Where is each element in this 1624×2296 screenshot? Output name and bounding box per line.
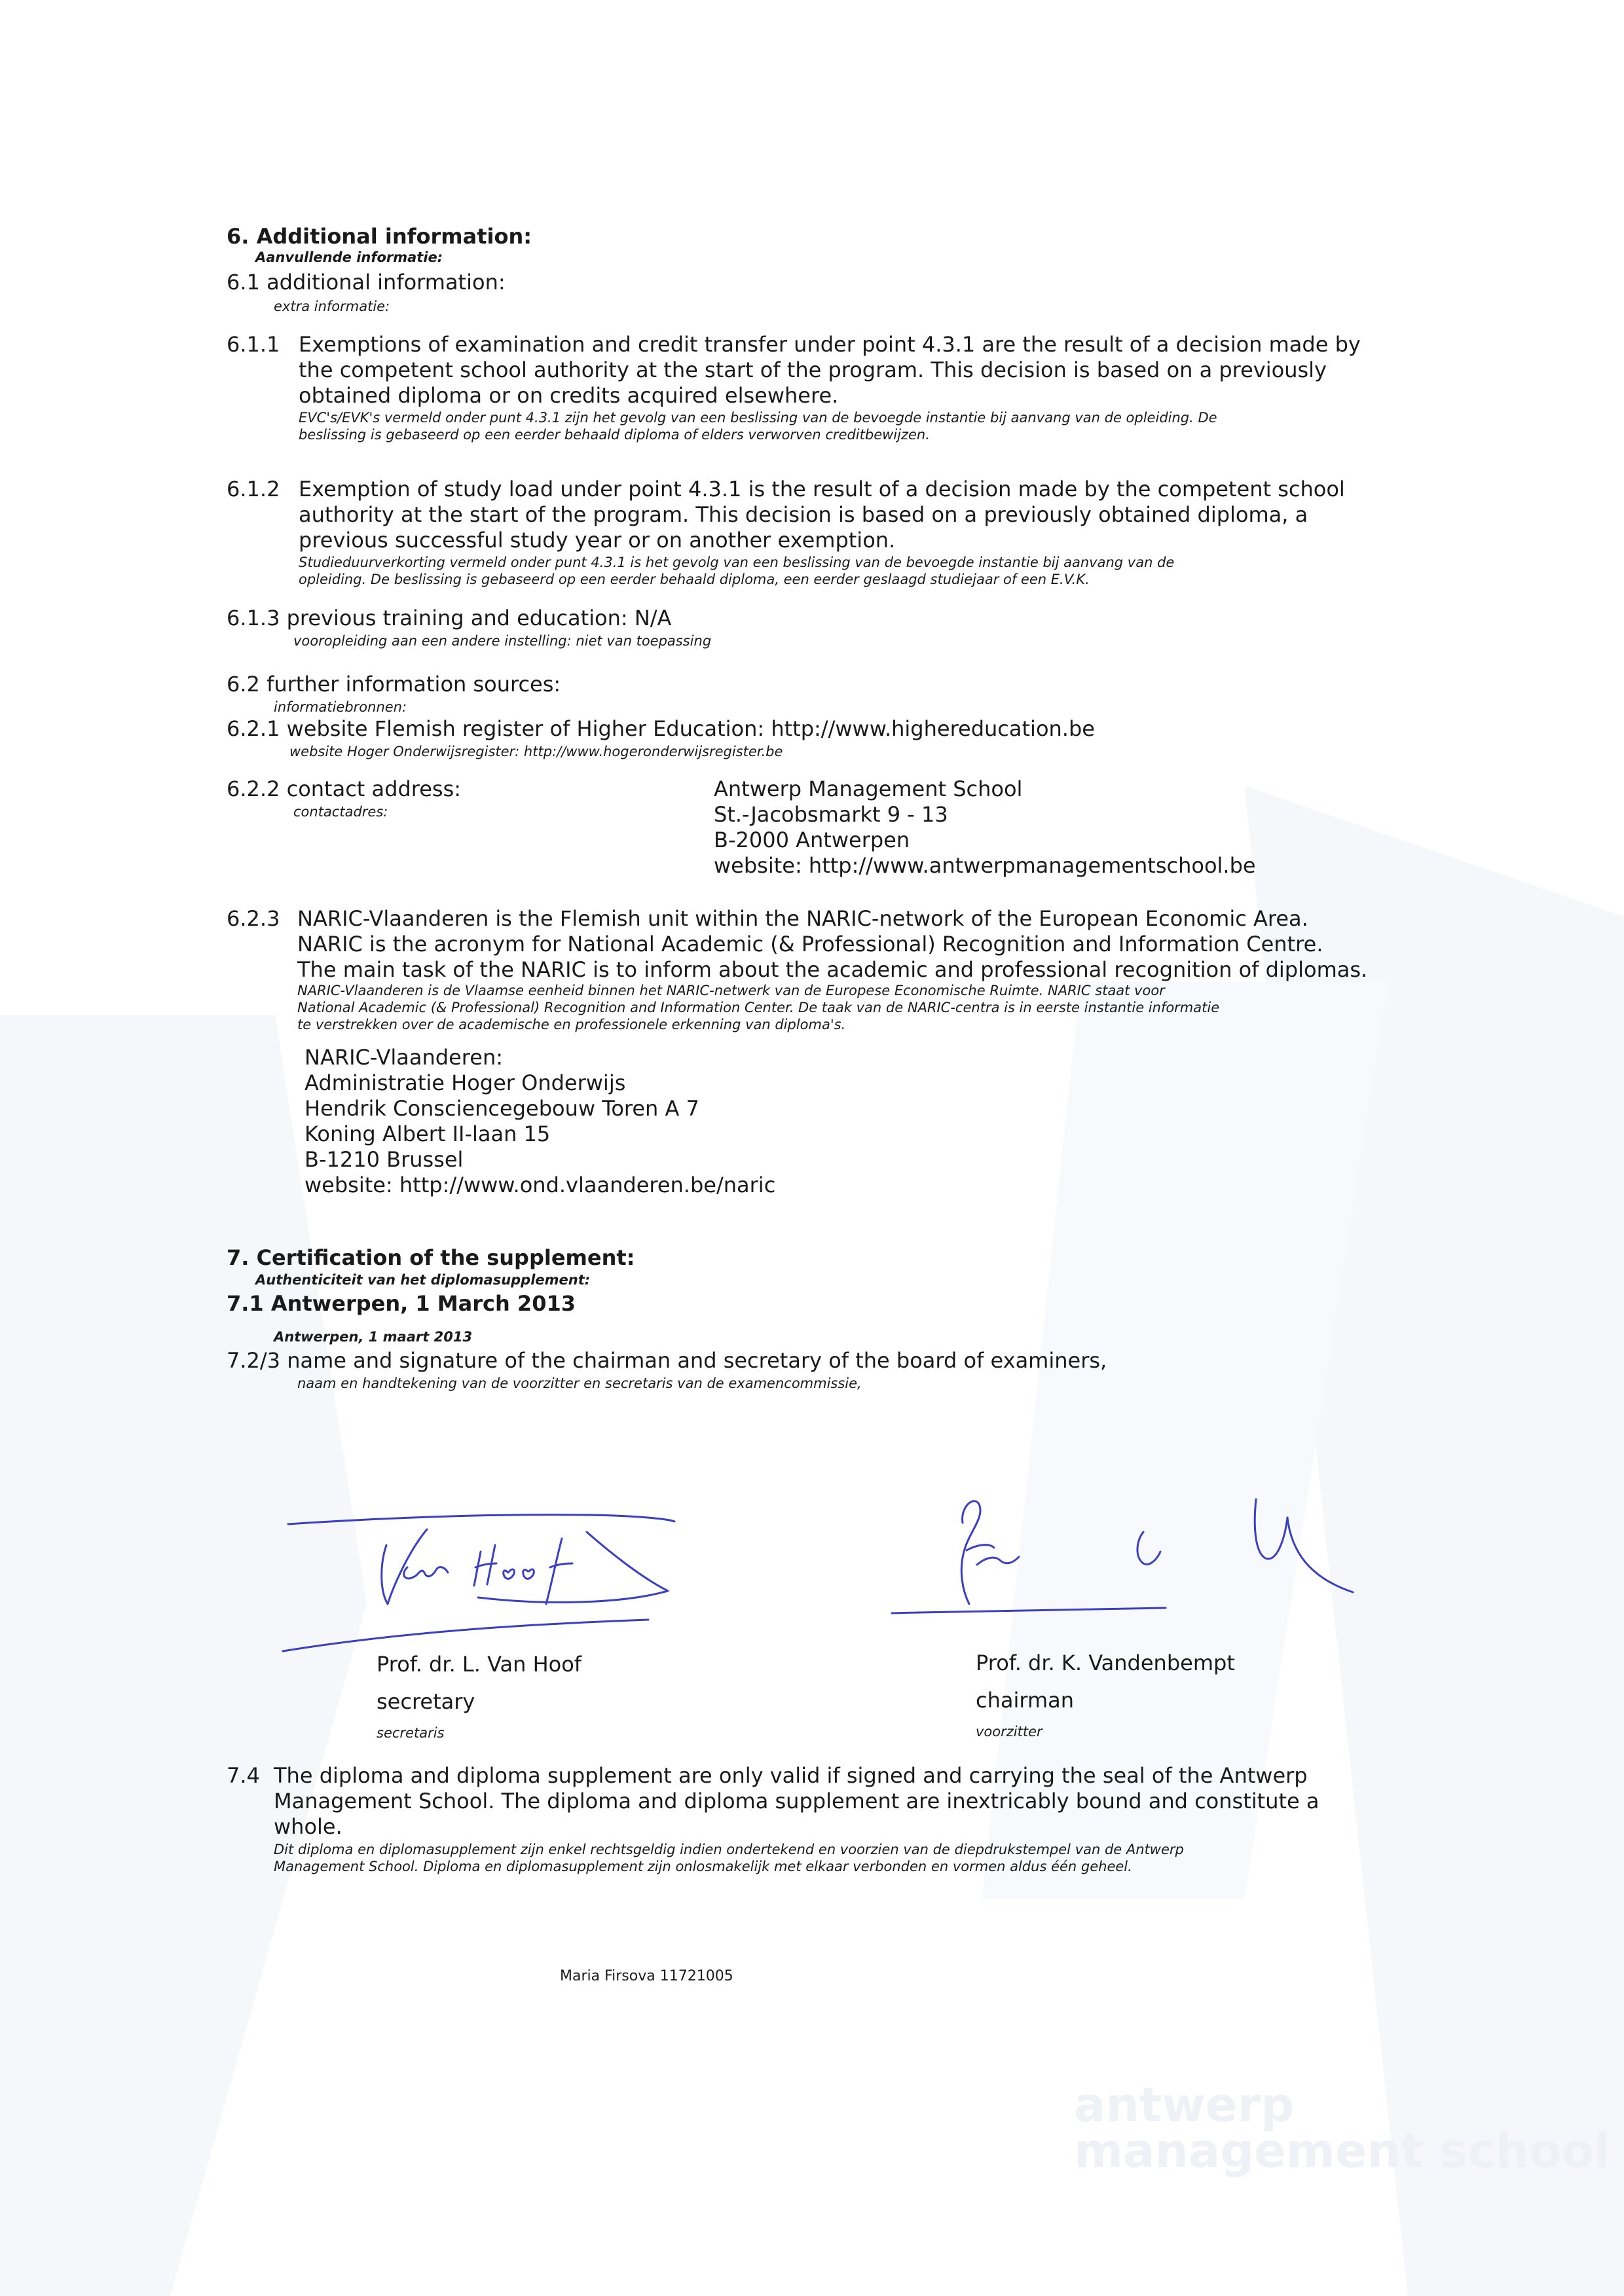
naric-address-line: Administratie Hoger Onderwijs bbox=[304, 1070, 626, 1095]
s74-nl-line: Dit diploma en diplomasupplement zijn enkel rechtsgeldig indien ondertekend en voorzien van de diepdrukstempel van de Antwerp bbox=[274, 1842, 1184, 1857]
signatory-left-role-nl: secretaris bbox=[377, 1725, 445, 1741]
s723-label: 7.2/3 name and signature of the chairman and secretary of the board of examiners, bbox=[227, 1348, 1107, 1373]
address-line: Antwerp Management School bbox=[714, 776, 1023, 801]
watermark-logo bbox=[1074, 2077, 1610, 2178]
s74-text bbox=[274, 1763, 1319, 1840]
signatory-right-name: Prof. dr. K. Vandenbempt bbox=[976, 1650, 1235, 1675]
s611-line: Exemptions of examination and credit transfer under point 4.3.1 are the result of a decision made by bbox=[299, 332, 1361, 357]
watermark-logo-line1: antwerp bbox=[1074, 2077, 1295, 2132]
s613-nl: vooropleiding aan een andere instelling: niet van toepassing bbox=[293, 633, 712, 649]
s611-line: the competent school authority at the start of the program. This decision is based on a previously bbox=[299, 357, 1327, 382]
s612-text bbox=[299, 477, 1345, 553]
s623-num: 6.2.3 bbox=[227, 906, 280, 931]
s74-line: whole. bbox=[274, 1814, 342, 1839]
s74-nl bbox=[274, 1841, 1184, 1875]
section7-heading-nl: Authenticiteit van het diplomasupplement: bbox=[255, 1272, 591, 1288]
signatory-left-name: Prof. dr. L. Van Hoof bbox=[377, 1652, 582, 1677]
s622-nl: contactadres: bbox=[293, 804, 388, 820]
s71-label: 7.1 Antwerpen, 1 March 2013 bbox=[227, 1291, 576, 1316]
s623-text bbox=[297, 906, 1367, 983]
naric-address-line: B-1210 Brussel bbox=[304, 1147, 464, 1172]
address-line: B-2000 Antwerpen bbox=[714, 828, 910, 852]
s622-address bbox=[714, 776, 1256, 879]
s612-num: 6.1.2 bbox=[227, 477, 280, 501]
s623-line: The main task of the NARIC is to inform about the academic and professional recognition of diplomas. bbox=[297, 957, 1368, 982]
s623-line: NARIC is the acronym for National Academic (& Professional) Recognition and Information Centre. bbox=[297, 932, 1323, 957]
s623-nl bbox=[297, 982, 1219, 1033]
signatory-right-role-nl: voorzitter bbox=[976, 1724, 1043, 1740]
section6-heading: 6. Additional information: bbox=[227, 224, 532, 249]
s611-num: 6.1.1 bbox=[227, 332, 280, 357]
s611-line: obtained diploma or on credits acquired elsewhere. bbox=[299, 383, 839, 408]
s621-nl: website Hoger Onderwijsregister: http://www.hogeronderwijsregister.be bbox=[289, 744, 783, 759]
s61-nl: extra informatie: bbox=[274, 299, 390, 314]
s612-nl-line: Studieduurverkorting vermeld onder punt 4.3.1 is het gevolg van een beslissing van de bevoegde instantie bij aanvang van de bbox=[299, 555, 1175, 570]
s612-line: Exemption of study load under point 4.3.1 is the result of a decision made by the competent school bbox=[299, 477, 1345, 501]
section7-heading: 7. Certification of the supplement: bbox=[227, 1245, 635, 1270]
s612-line: previous successful study year or on another exemption. bbox=[299, 528, 896, 553]
signatory-right-role: chairman bbox=[976, 1688, 1075, 1713]
s723-nl: naam en handtekening van de voorzitter en secretaris van de examencommissie, bbox=[297, 1376, 862, 1391]
s621-label: 6.2.1 website Flemish register of Higher Education: http://www.highereducation.be bbox=[227, 716, 1095, 741]
s611-nl-line: beslissing is gebaseerd op een eerder behaald diploma of elders verworven creditbewijzen. bbox=[299, 427, 930, 443]
s71-nl: Antwerpen, 1 maart 2013 bbox=[274, 1329, 473, 1345]
s612-nl bbox=[299, 554, 1174, 588]
s61-label: 6.1 additional information: bbox=[227, 270, 506, 295]
s611-text bbox=[299, 332, 1361, 409]
s613-label: 6.1.3 previous training and education: N/A bbox=[227, 606, 672, 630]
signature-van-hoof bbox=[282, 1499, 688, 1656]
s623-nl-line: NARIC-Vlaanderen is de Vlaamse eenheid binnen het NARIC-netwerk van de Europese Economische Ruimte. NARIC staat voor bbox=[297, 983, 1165, 998]
s62-label: 6.2 further information sources: bbox=[227, 672, 561, 697]
s611-nl bbox=[299, 409, 1217, 443]
s623-nl-line: te verstrekken over de academische en professionele erkenning van diploma's. bbox=[297, 1017, 846, 1032]
s623-line: NARIC-Vlaanderen is the Flemish unit within the NARIC-network of the European Economic Area. bbox=[297, 906, 1308, 931]
naric-address bbox=[304, 1045, 775, 1198]
s622-label: 6.2.2 contact address: bbox=[227, 776, 462, 801]
s74-line: The diploma and diploma supplement are only valid if signed and carrying the seal of the Antwerp bbox=[274, 1763, 1308, 1788]
section6-heading-nl: Aanvullende informatie: bbox=[255, 249, 443, 265]
s623-nl-line: National Academic (& Professional) Recognition and Information Center. De taak van de NARIC-centra is in eerste instantie informatie bbox=[297, 1000, 1220, 1015]
naric-address-line: website: http://www.ond.vlaanderen.be/naric bbox=[304, 1173, 776, 1197]
s74-num: 7.4 bbox=[227, 1763, 260, 1788]
s611-nl-line: EVC's/EVK's vermeld onder punt 4.3.1 zijn het gevolg van een beslissing van de bevoegde instantie bij aanvang van de opleiding. De bbox=[299, 410, 1217, 426]
signatory-left-role: secretary bbox=[377, 1689, 475, 1714]
address-line: St.-Jacobsmarkt 9 - 13 bbox=[714, 802, 948, 827]
naric-address-line: NARIC-Vlaanderen: bbox=[304, 1045, 503, 1070]
footer-student: Maria Firsova 11721005 bbox=[560, 1968, 733, 1984]
s612-line: authority at the start of the program. This decision is based on a previously obtained diploma, a bbox=[299, 502, 1308, 527]
naric-address-line: Koning Albert II-laan 15 bbox=[304, 1121, 551, 1146]
address-line: website: http://www.antwerpmanagementschool.be bbox=[714, 853, 1256, 878]
naric-address-line: Hendrik Consciencegebouw Toren A 7 bbox=[304, 1096, 699, 1121]
watermark-logo-line2: management school bbox=[1074, 2123, 1610, 2178]
s74-line: Management School. The diploma and diploma supplement are inextricably bound and constitute a bbox=[274, 1789, 1320, 1813]
signature-vandenbempt bbox=[891, 1480, 1362, 1624]
s62-nl: informatiebronnen: bbox=[274, 699, 407, 715]
s612-nl-line: opleiding. De beslissing is gebaseerd op een eerder behaald diploma, een eerder geslaagd studiejaar of een E.V.K. bbox=[299, 572, 1090, 587]
s74-nl-line: Management School. Diploma en diplomasupplement zijn onlosmakelijk met elkaar verbonden en vormen aldus één geheel. bbox=[274, 1859, 1132, 1874]
